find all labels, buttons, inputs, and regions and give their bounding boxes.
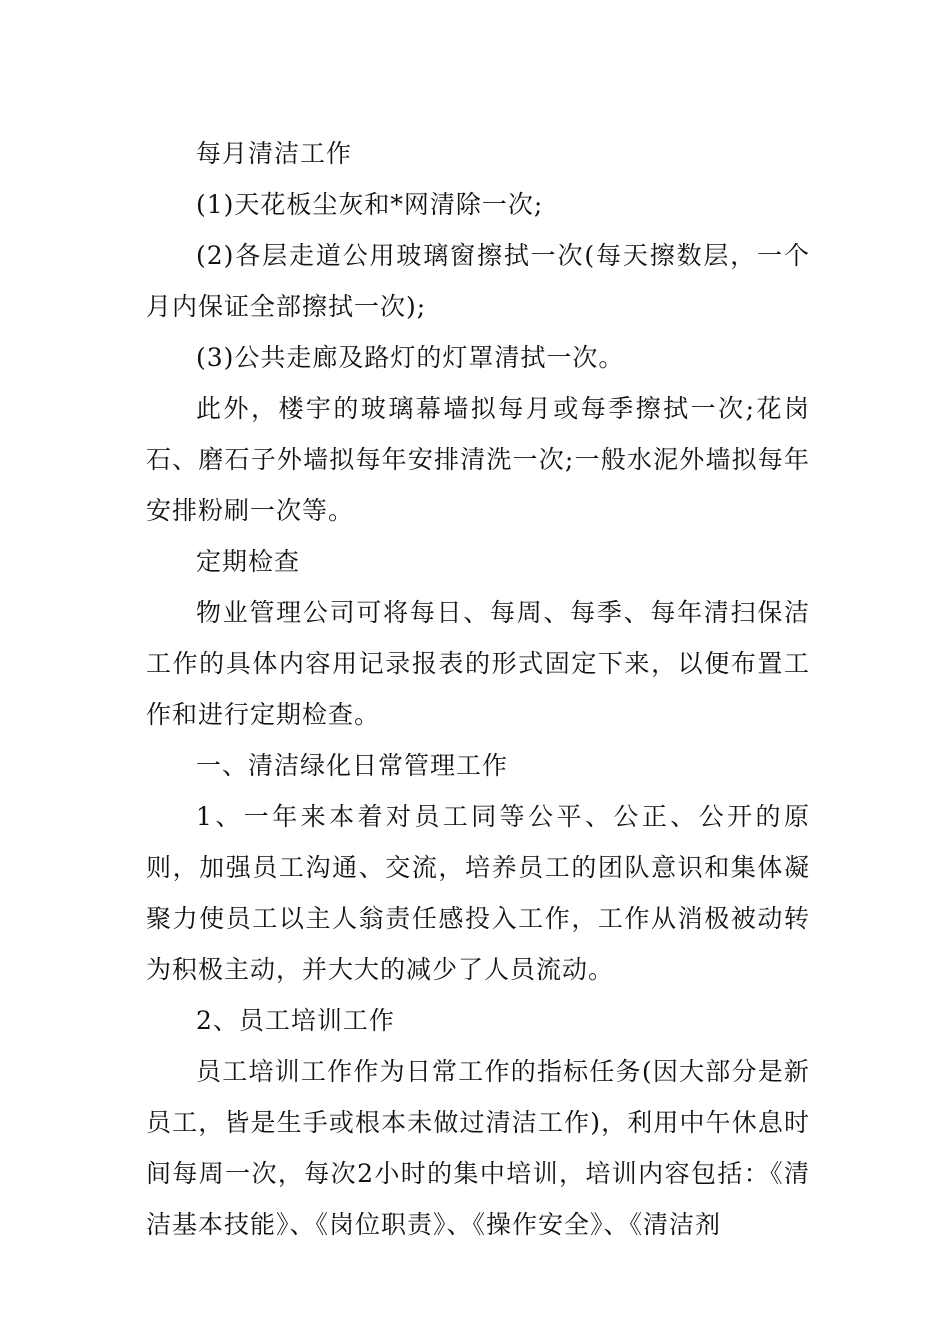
paragraph-item-1: (1)天花板尘灰和*网清除一次; bbox=[196, 190, 544, 219]
paragraph-monthly-cleaning-heading: 每月清洁工作 bbox=[196, 139, 353, 168]
paragraph-staff-management: 1、一年来本着对员工同等公平、公正、公开的原则，加强员工沟通、交流，培养员工的团队意识和集体凝聚力使员工以主人翁责任感投入工作，工作从消极被动转为积极主动，并大大的减少了人员流动。 bbox=[146, 802, 810, 984]
paragraph-periodic-inspection-heading: 定期检查 bbox=[196, 547, 301, 576]
paragraph-item-2: (2)各层走道公用玻璃窗擦拭一次(每天擦数层，一个月内保证全部擦拭一次); bbox=[146, 241, 810, 321]
paragraph-staff-training-description: 员工培训工作作为日常工作的指标任务(因大部分是新员工，皆是生手或根本未做过清洁工作)，利用中午休息时间每周一次，每次2小时的集中培训，培训内容包括：《清洁基本技能》、《岗位职责》、《操作安全》、《清洁剂 bbox=[146, 1057, 810, 1239]
paragraph-section-one-heading: 一、清洁绿化日常管理工作 bbox=[196, 751, 509, 780]
paragraph-inspection-description: 物业管理公司可将每日、每周、每季、每年清扫保洁工作的具体内容用记录报表的形式固定下来，以便布置工作和进行定期检查。 bbox=[146, 598, 810, 729]
paragraph-additional-cleaning: 此外，楼宇的玻璃幕墙拟每月或每季擦拭一次;花岗石、磨石子外墙拟每年安排清洗一次;一般水泥外墙拟每年安排粉刷一次等。 bbox=[146, 394, 810, 525]
paragraph-staff-training-heading: 2、员工培训工作 bbox=[196, 1006, 395, 1035]
document-body bbox=[146, 128, 810, 1250]
paragraph-item-3: (3)公共走廊及路灯的灯罩清拭一次。 bbox=[196, 343, 625, 372]
